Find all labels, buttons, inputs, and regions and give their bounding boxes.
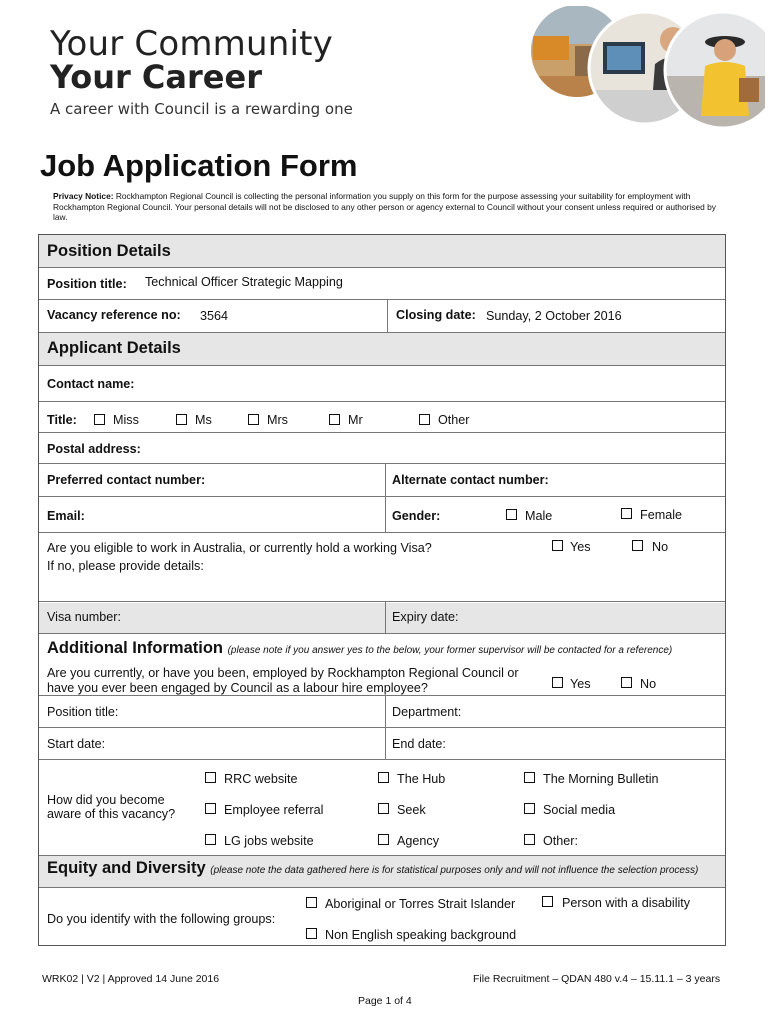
additional-heading-text: Additional Information — [47, 639, 223, 657]
employed-yes-checkbox[interactable] — [552, 677, 563, 688]
source-the-hub-label: The Hub — [397, 772, 446, 786]
gender-female-label: Female — [640, 508, 682, 522]
source-lg-jobs-checkbox[interactable] — [205, 834, 216, 845]
eligibility-yes-label: Yes — [570, 540, 591, 554]
email-label: Email: — [47, 509, 85, 523]
title-mrs-label: Mrs — [267, 413, 288, 427]
title-miss-checkbox[interactable] — [94, 414, 105, 425]
title-ms-checkbox[interactable] — [176, 414, 187, 425]
position-title-value[interactable]: Technical Officer Strategic Mapping — [145, 275, 343, 289]
employed-no-checkbox[interactable] — [621, 677, 632, 688]
alternate-contact-label: Alternate contact number: — [392, 473, 549, 487]
title-ms-label: Ms — [195, 413, 212, 427]
title-other-label: Other — [438, 413, 470, 427]
source-other-label: Other: — [543, 834, 578, 848]
preferred-contact-label: Preferred contact number: — [47, 473, 206, 487]
footer-file-ref: File Recruitment – QDAN 480 v.4 – 15.11.1 – 3 years — [473, 973, 721, 985]
header-line-1: Your Community — [50, 24, 333, 64]
header-photo-collage — [525, 6, 765, 130]
source-agency-label: Agency — [397, 834, 440, 848]
equity-note: (please note the data gathered here is for statistical purposes only and will not influence the selection process) — [210, 865, 699, 876]
closing-date-label: Closing date: — [396, 308, 476, 322]
privacy-label: Privacy Notice: — [53, 191, 114, 201]
source-rrc-website-checkbox[interactable] — [205, 772, 216, 783]
vacancy-ref-label: Vacancy reference no: — [47, 308, 181, 322]
equity-question: Do you identify with the following groups: — [47, 912, 276, 926]
vacancy-source-question-line-1: How did you become — [47, 793, 165, 807]
start-date-label: Start date: — [47, 737, 106, 751]
title-mr-checkbox[interactable] — [329, 414, 340, 425]
position-title-label: Position title: — [47, 277, 127, 291]
prev-position-title-label: Position title: — [47, 705, 119, 719]
group-disability-label: Person with a disability — [562, 896, 691, 910]
gender-label: Gender: — [392, 509, 441, 523]
equity-heading-text: Equity and Diversity — [47, 859, 206, 877]
eligibility-no-checkbox[interactable] — [632, 540, 643, 551]
eligibility-details-label: If no, please provide details: — [47, 559, 204, 573]
title-other-checkbox[interactable] — [419, 414, 430, 425]
group-aboriginal-label: Aboriginal or Torres Strait Islander — [325, 897, 516, 911]
privacy-notice — [53, 191, 723, 223]
vacancy-source-question-line-2: aware of this vacancy? — [47, 807, 176, 821]
source-the-hub-checkbox[interactable] — [378, 772, 389, 783]
group-disability-checkbox[interactable] — [542, 896, 553, 907]
source-lg-jobs-label: LG jobs website — [224, 834, 314, 848]
source-morning-bulletin-label: The Morning Bulletin — [543, 772, 659, 786]
eligibility-question: Are you eligible to work in Australia, or currently hold a working Visa? — [47, 541, 432, 555]
source-rrc-website-label: RRC website — [224, 772, 298, 786]
title-mr-label: Mr — [348, 413, 363, 427]
group-nesb-label: Non English speaking background — [325, 928, 517, 942]
contact-name-label: Contact name: — [47, 377, 135, 391]
source-social-media-label: Social media — [543, 803, 616, 817]
application-form — [38, 234, 726, 946]
position-heading: Position Details — [47, 242, 171, 260]
source-seek-checkbox[interactable] — [378, 803, 389, 814]
employed-question-line-1: Are you currently, or have you been, employed by Rockhampton Regional Council or — [47, 666, 519, 680]
visa-number-label: Visa number: — [47, 610, 121, 624]
group-aboriginal-checkbox[interactable] — [306, 897, 317, 908]
footer-version: WRK02 | V2 | Approved 14 June 2016 — [42, 973, 220, 985]
page-number: Page 1 of 4 — [358, 995, 412, 1007]
expiry-date-label: Expiry date: — [392, 610, 459, 624]
eligibility-yes-checkbox[interactable] — [552, 540, 563, 551]
header-tagline: A career with Council is a rewarding one — [50, 100, 353, 118]
employed-question-line-2: have you ever been engaged by Council as a labour hire employee? — [47, 681, 428, 695]
additional-section-bar — [39, 603, 725, 633]
gender-female-checkbox[interactable] — [621, 508, 632, 519]
header-line-2: Your Career — [50, 58, 262, 96]
employed-no-label: No — [640, 677, 657, 691]
additional-heading — [47, 639, 672, 658]
source-employee-referral-checkbox[interactable] — [205, 803, 216, 814]
title-label: Title: — [47, 413, 77, 427]
additional-note: (please note if you answer yes to the below, your former supervisor will be contacted for a reference) — [227, 645, 673, 656]
source-employee-referral-label: Employee referral — [224, 803, 324, 817]
source-agency-checkbox[interactable] — [378, 834, 389, 845]
title-miss-label: Miss — [113, 413, 139, 427]
gender-male-checkbox[interactable] — [506, 509, 517, 520]
source-other-checkbox[interactable] — [524, 834, 535, 845]
closing-date-value[interactable]: Sunday, 2 October 2016 — [486, 309, 622, 323]
source-seek-label: Seek — [397, 803, 426, 817]
form-title: Job Application Form — [40, 148, 358, 183]
privacy-text: Rockhampton Regional Council is collecting the personal information you supply on this form for the purpose assessing your suitability for employment with Rockhampton Regional Council. Your personal details will not be disclosed to any other person or agency external to Council without your consent unless required or authorised by law. — [53, 191, 716, 222]
gender-male-label: Male — [525, 509, 553, 523]
employed-yes-label: Yes — [570, 677, 591, 691]
group-nesb-checkbox[interactable] — [306, 928, 317, 939]
source-social-media-checkbox[interactable] — [524, 803, 535, 814]
eligibility-no-label: No — [652, 540, 669, 554]
vacancy-ref-value[interactable]: 3564 — [200, 309, 229, 323]
end-date-label: End date: — [392, 737, 446, 751]
department-label: Department: — [392, 705, 462, 719]
postal-address-label: Postal address: — [47, 442, 141, 456]
title-mrs-checkbox[interactable] — [248, 414, 259, 425]
source-morning-bulletin-checkbox[interactable] — [524, 772, 535, 783]
equity-heading — [47, 859, 698, 878]
applicant-heading: Applicant Details — [47, 339, 181, 357]
